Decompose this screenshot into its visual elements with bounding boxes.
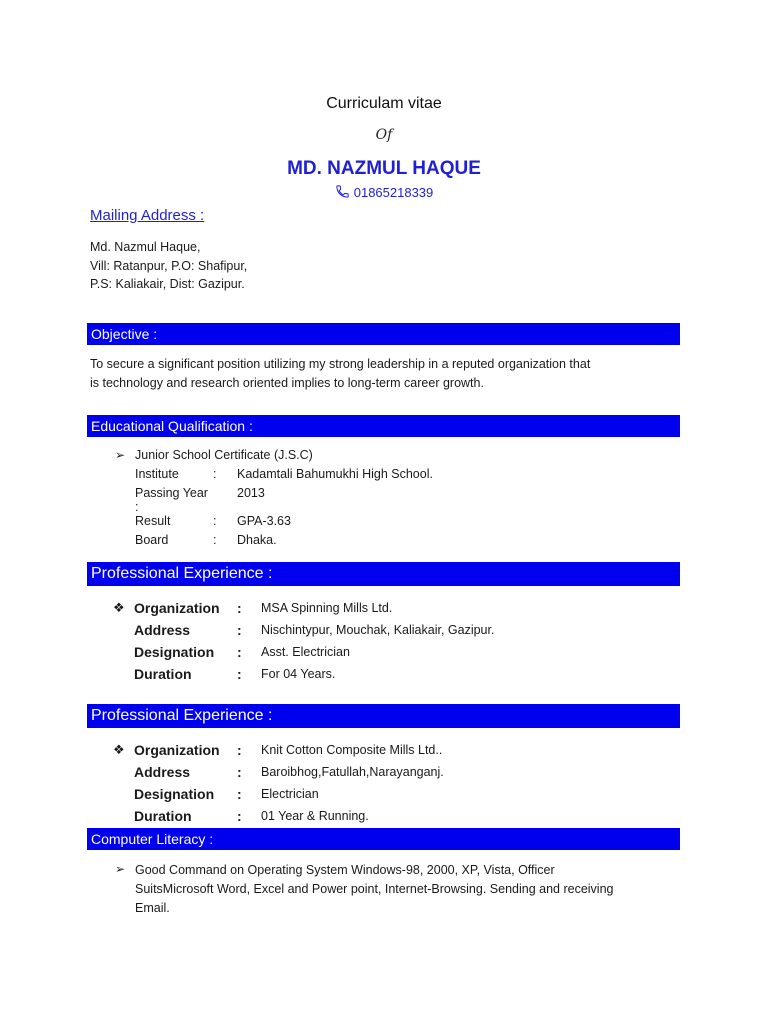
experience-sep: :	[237, 600, 242, 616]
diamond-bullet-icon: ❖	[113, 742, 125, 757]
mailing-address	[90, 238, 247, 294]
education-sep: :	[213, 514, 217, 528]
education-item-title: Junior School Certificate (J.S.C)	[135, 448, 313, 462]
computer-line: SuitsMicrosoft Word, Excel and Power point, Internet-Browsing. Sending and receiving	[135, 882, 614, 896]
education-key: Result	[135, 514, 171, 528]
education-row	[135, 514, 433, 533]
education-key: Institute	[135, 467, 179, 481]
experience-key: Designation	[134, 644, 215, 660]
education-value: GPA-3.63	[237, 514, 291, 528]
computer-literacy-heading: Computer Literacy :	[87, 828, 680, 850]
experience-sep: :	[237, 666, 242, 682]
phone-icon	[335, 184, 350, 202]
experience-details-1	[113, 597, 494, 685]
experience-value: 01 Year & Running.	[261, 809, 369, 823]
experience-key: Duration	[134, 666, 192, 682]
experience-key: Address	[134, 622, 191, 638]
experience-key: Designation	[134, 786, 215, 802]
education-value: 2013	[237, 486, 265, 500]
experience-sep: :	[237, 808, 242, 824]
education-sep: :	[213, 467, 217, 481]
experience-row	[113, 805, 444, 827]
candidate-name: MD. NAZMUL HAQUE	[287, 158, 481, 179]
experience-row	[113, 663, 494, 685]
address-line: Md. Nazmul Haque,	[90, 240, 201, 254]
experience-row	[113, 761, 444, 783]
experience-row	[113, 739, 444, 761]
experience-sep: :	[237, 622, 242, 638]
education-sep	[213, 486, 237, 514]
experience-sep: :	[237, 764, 242, 780]
experience-key: Address	[134, 764, 191, 780]
experience-sep: :	[237, 742, 242, 758]
experience-row	[113, 783, 444, 805]
experience-key: Organization	[134, 742, 220, 758]
experience-heading-1: Professional Experience :	[87, 562, 680, 586]
experience-value: Electrician	[261, 787, 319, 801]
objective-text	[90, 355, 670, 393]
experience-heading-2: Professional Experience :	[87, 704, 680, 728]
document-of: Of	[375, 127, 393, 143]
objective-heading: Objective :	[87, 323, 680, 345]
education-row	[135, 467, 433, 486]
experience-value: Nischintypur, Mouchak, Kaliakair, Gazipur.	[261, 623, 495, 637]
phone-number: 01865218339	[353, 185, 434, 200]
address-line: Vill: Ratanpur, P.O: Shafipur,	[90, 258, 248, 273]
experience-value: Asst. Electrician	[261, 645, 350, 659]
education-details	[135, 467, 433, 552]
objective-line: is technology and research oriented implies to long-term career growth.	[90, 376, 484, 390]
experience-row	[113, 597, 494, 619]
education-value: Dhaka.	[237, 533, 277, 547]
education-row	[135, 533, 433, 552]
education-sep: :	[213, 533, 217, 547]
experience-sep: :	[237, 644, 242, 660]
address-line: P.S: Kaliakair, Dist: Gazipur.	[90, 277, 245, 291]
education-value: Kadamtali Bahumukhi High School.	[237, 467, 433, 481]
experience-value: Baroibhog,Fatullah,Narayanganj.	[261, 765, 444, 779]
experience-value: MSA Spinning Mills Ltd.	[261, 601, 393, 615]
experience-sep: :	[237, 786, 242, 802]
experience-value: For 04 Years.	[261, 667, 336, 681]
education-heading: Educational Qualification :	[87, 415, 680, 437]
arrow-bullet-icon: ➢	[115, 862, 126, 876]
experience-key: Organization	[134, 600, 220, 616]
arrow-bullet-icon: ➢	[115, 448, 126, 462]
education-key: Passing Year :	[135, 486, 208, 514]
computer-literacy-text	[135, 861, 675, 918]
experience-row	[113, 641, 494, 663]
experience-details-2	[113, 739, 444, 827]
document-title: Curriculam vitae	[326, 95, 442, 112]
experience-key: Duration	[134, 808, 192, 824]
mailing-address-heading: Mailing Address :	[90, 207, 205, 224]
objective-line: To secure a significant position utilizing my strong leadership in a reputed organization that	[90, 357, 591, 371]
experience-row	[113, 619, 494, 641]
experience-value: Knit Cotton Composite Mills Ltd..	[261, 743, 443, 757]
diamond-bullet-icon: ❖	[113, 600, 125, 615]
computer-line: Email.	[135, 901, 170, 915]
education-row	[135, 486, 433, 514]
education-key: Board	[135, 533, 169, 547]
computer-line: Good Command on Operating System Windows-98, 2000, XP, Vista, Officer	[135, 863, 555, 877]
phone-line	[0, 184, 768, 202]
